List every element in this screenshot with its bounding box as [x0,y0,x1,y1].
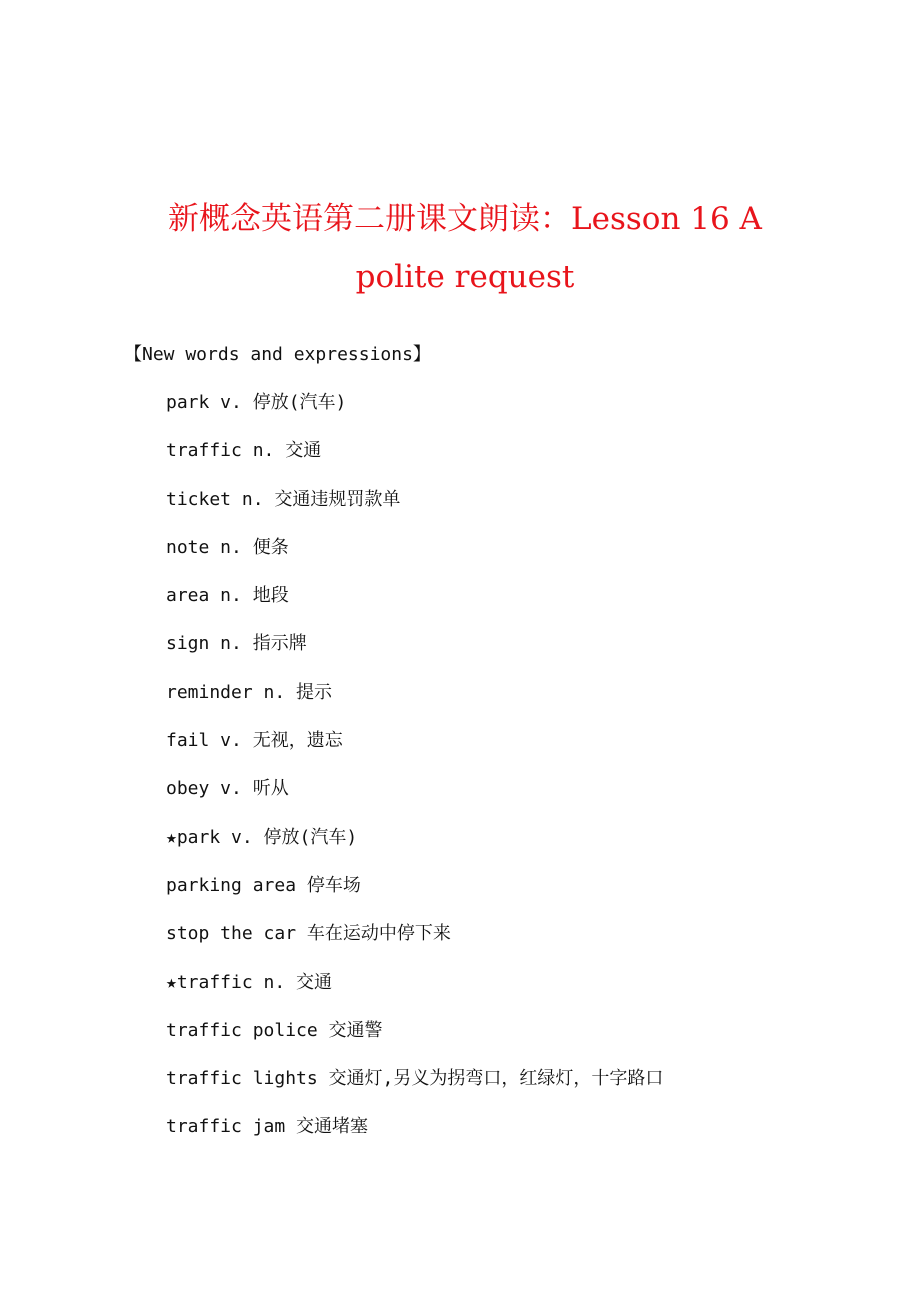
vocab-entry: traffic lights 交通灯,另义为拐弯口，红绿灯，十字路口 [166,1068,664,1090]
vocab-entry: area n. 地段 [166,585,289,607]
section-header: 【New words and expressions】 [124,344,431,365]
vocab-entry: traffic police 交通警 [166,1019,383,1041]
vocab-entry: traffic n. 交通 [166,440,322,462]
vocab-entry: ★park v. 停放(汽车) [166,826,358,848]
vocab-entry: stop the car 车在运动中停下来 [166,923,451,945]
title-line-1: 新概念英语第二册课文朗读：Lesson 16 A [168,201,762,237]
vocab-entry: fail v. 无视，遗忘 [166,730,343,752]
vocab-entry: obey v. 听从 [166,778,289,800]
vocab-entry: note n. 便条 [166,536,289,558]
vocab-entry: parking area 停车场 [166,874,361,896]
vocab-entry: reminder n. 提示 [166,681,333,703]
vocab-entry: ★traffic n. 交通 [166,971,333,993]
vocab-entry: sign n. 指示牌 [166,633,307,655]
vocabulary-list [166,389,663,1162]
vocab-entry: traffic jam 交通堵塞 [166,1116,369,1138]
vocab-entry: ticket n. 交通违规罚款单 [166,488,401,510]
title-line-2: polite request [355,259,575,295]
page-title [120,190,810,306]
vocab-entry: park v. 停放(汽车) [166,392,347,413]
